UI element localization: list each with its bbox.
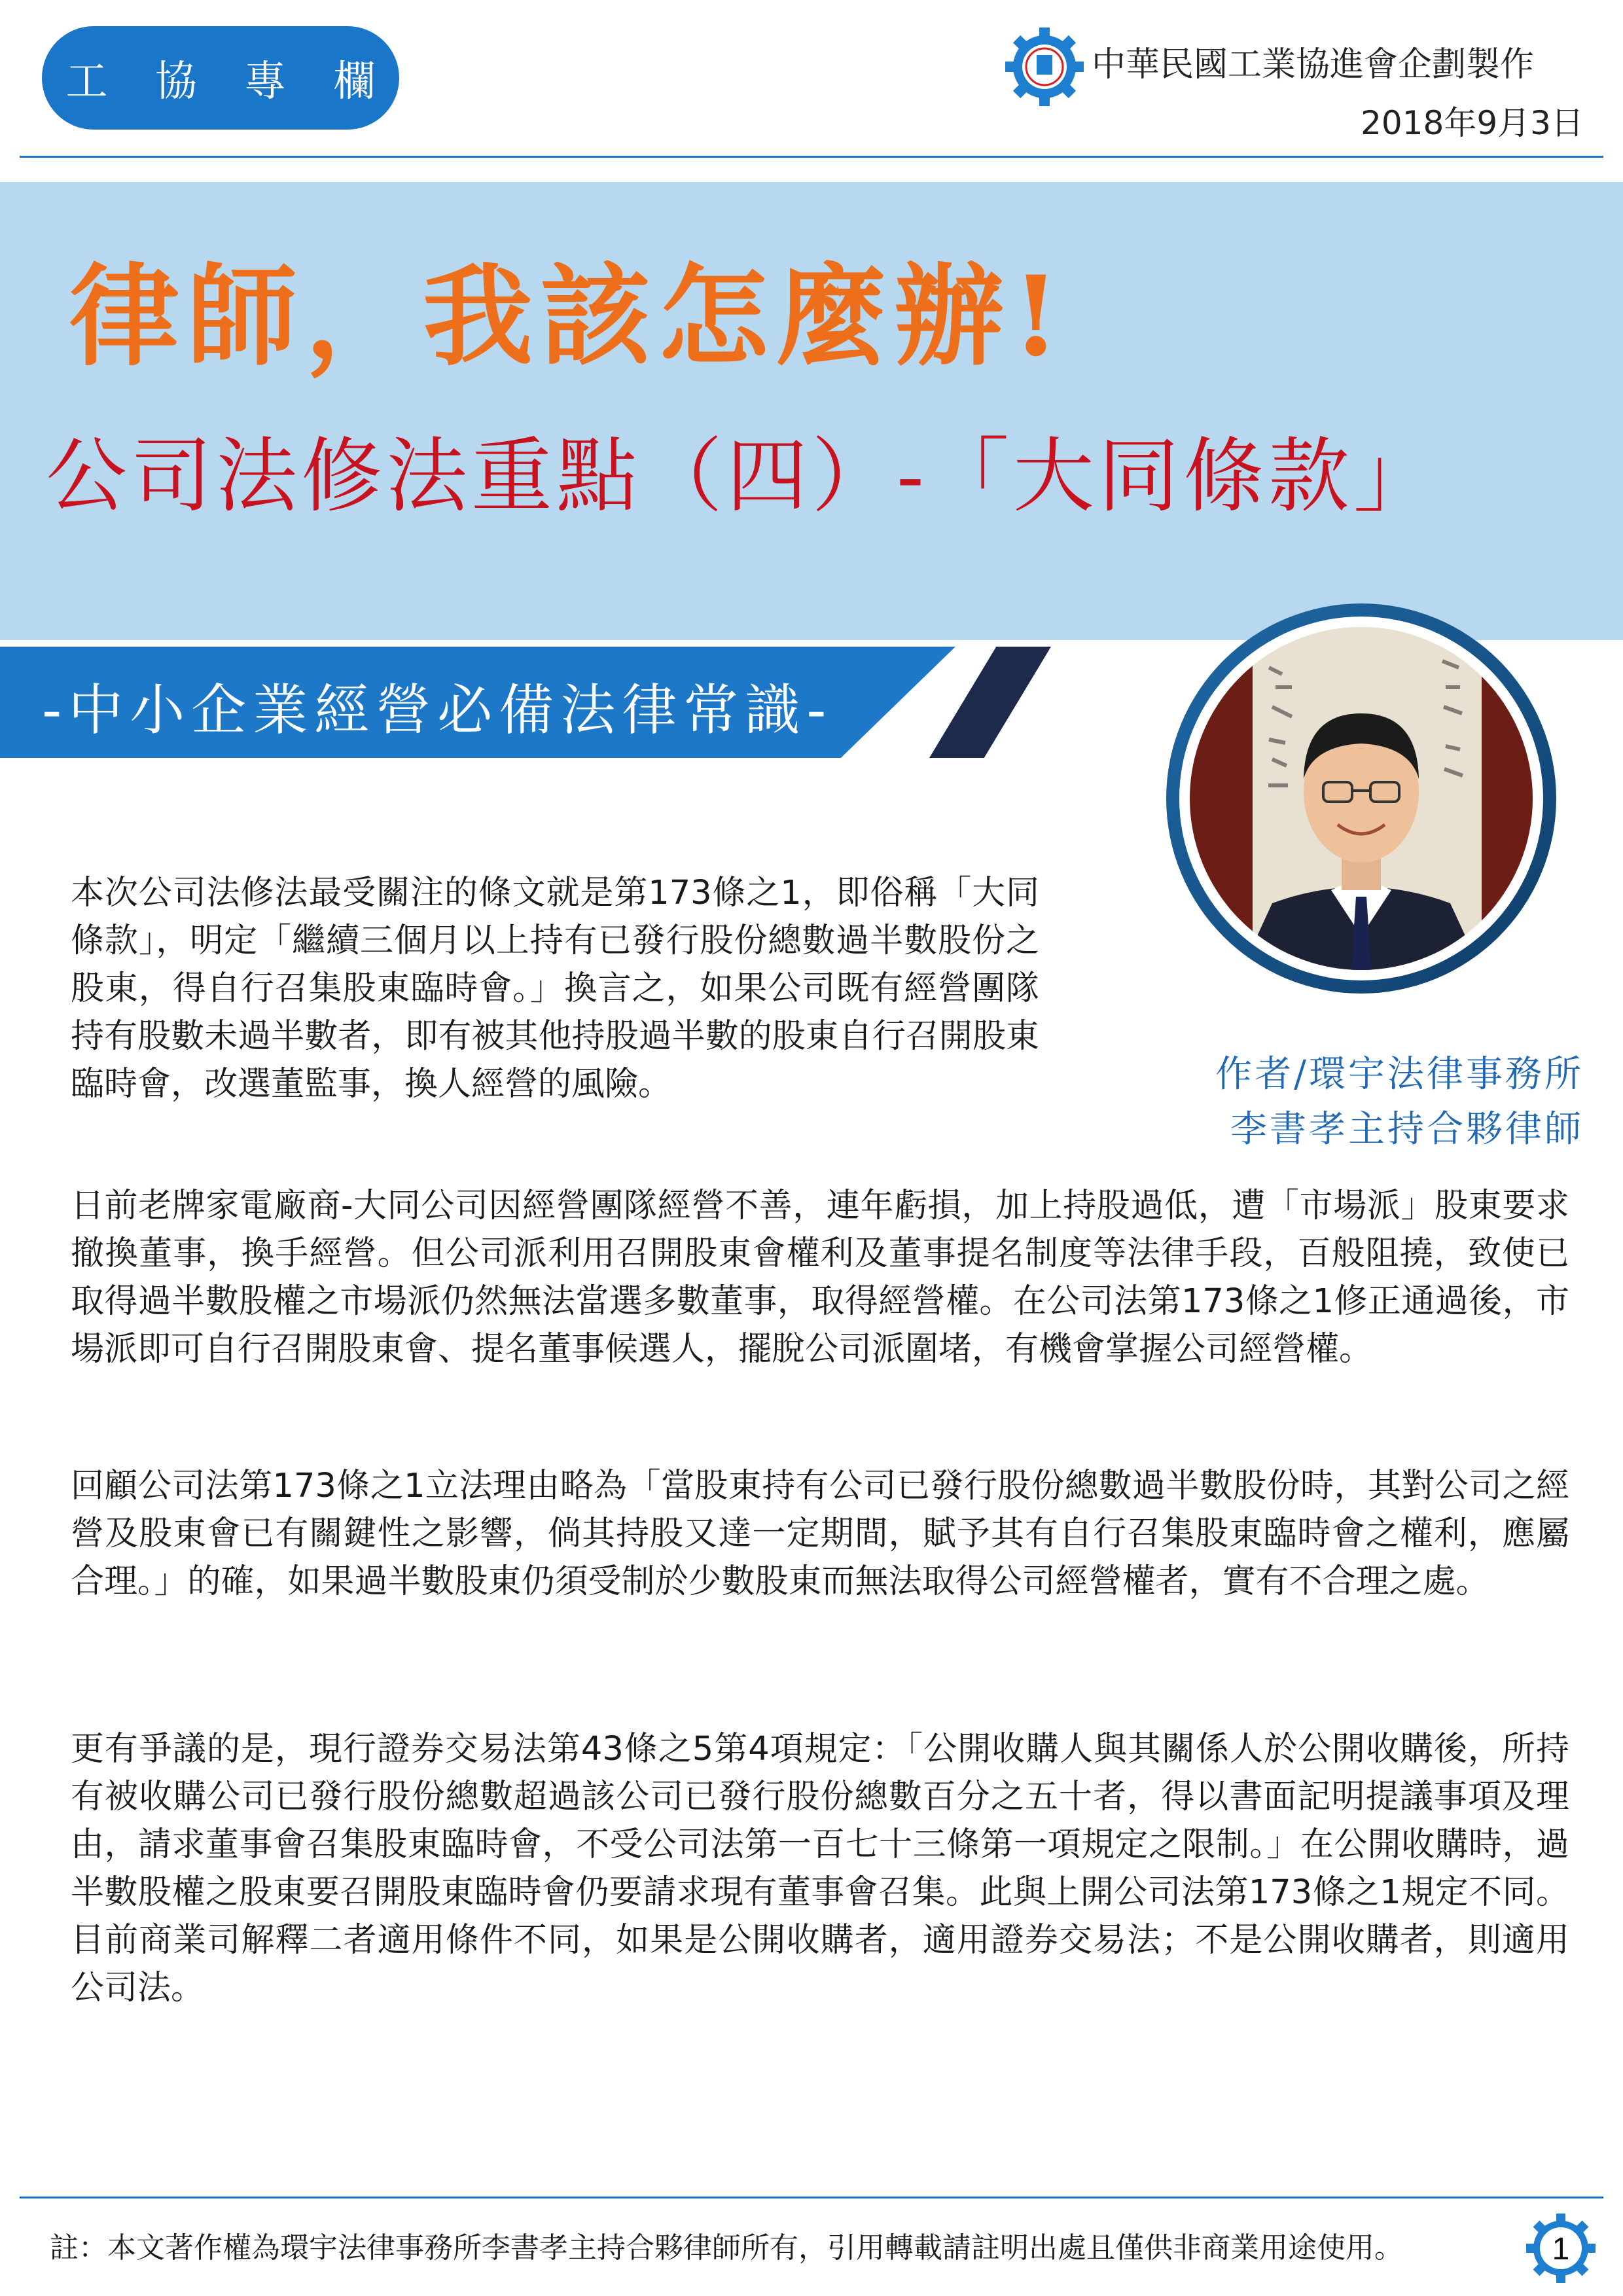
sub-title: 公司法修法重點（四）-「大同條款」 <box>46 429 1438 524</box>
paragraph-3: 回顧公司法第173條之1立法理由略為「當股東持有公司已發行股份總數過半數股份時，其對公司之經營及股東會已有關鍵性之影響，倘其持股又達一定期間，賦予其有自行召集股東臨時會之權利，應屬合理。」的確，如果過半數股東仍須受制於少數股東而無法取得公司經營權者，實有不合理之處。 <box>71 1467 1569 1601</box>
page-number: 1 <box>1552 2232 1570 2267</box>
copyright-note: 註：本文著作權為環宇法律事務所李書孝主持合夥律師所有，引用轉載請註明出處且僅供非商業用途使用。 <box>50 2231 1403 2265</box>
author-name: 李書孝主持合夥律師 <box>1230 1108 1584 1151</box>
footer-divider <box>20 2197 1603 2198</box>
org-name: 中華民國工業協進會企劃製作 <box>1092 45 1535 84</box>
header-divider <box>20 156 1603 158</box>
author-portrait <box>1115 596 1588 997</box>
column-badge-label: 工 協 專 欄 <box>65 58 393 106</box>
paragraph-1: 本次公司法修法最受關注的條文就是第173條之1，即俗稱「大同條款」，明定「繼續三個月以上持有已發行股份總數過半數股份之股東，得自行召集股東臨時會。」換言之，如果公司既有經營團隊持有股數未過半數者，即有被其他持股過半數的股東自行召開股東臨時會，改選董監事，換人經營的風險。 <box>71 874 1039 1103</box>
main-title: 律師，我該怎麼辦! <box>69 251 1068 381</box>
paragraph-2: 日前老牌家電廠商-大同公司因經營團隊經營不善，連年虧損，加上持股過低，遭「市場派」股東要求撤換董事，換手經營。但公司派利用召開股東會權利及董事提名制度等法律手段，百般阻撓，致使已取得過半數股權之市場派仍然無法當選多數董事，取得經營權。在公司法第173條之1修正通過後，市場派即可自行召開股東會、提名董事候選人，擺脫公司派圍堵，有機會掌握公司經營權。 <box>71 1187 1569 1369</box>
publish-date: 2018年9月3日 <box>1361 104 1584 142</box>
section-ribbon-label: -中小企業經營必備法律常識- <box>42 678 833 742</box>
column-badge <box>42 26 399 130</box>
author-byline <box>1215 1047 1584 1157</box>
gear-logo-icon <box>1004 26 1085 107</box>
ribbon-accent-stripe <box>929 647 1051 758</box>
page-number-gear-icon <box>1525 2212 1597 2284</box>
paragraph-4: 更有爭議的是，現行證券交易法第43條之5第4項規定：「公開收購人與其關係人於公開收購後，所持有被收購公司已發行股份總數超過該公司已發行股份總數百分之五十者，得以書面記明提議事項及理由，請求董事會召集股東臨時會，不受公司法第一百七十三條第一項規定之限制。」在公開收購時，過半數股權之股東要召開股東臨時會仍要請求現有董事會召集。此與上開公司法第173條之1規定不同。目前商業司解釋二者適用條件不同，如果是公開收購者，適用證券交易法；不是公開收購者，則適用公司法。 <box>71 1730 1569 2007</box>
author-affiliation: 作者/環宇法律事務所 <box>1215 1053 1584 1096</box>
